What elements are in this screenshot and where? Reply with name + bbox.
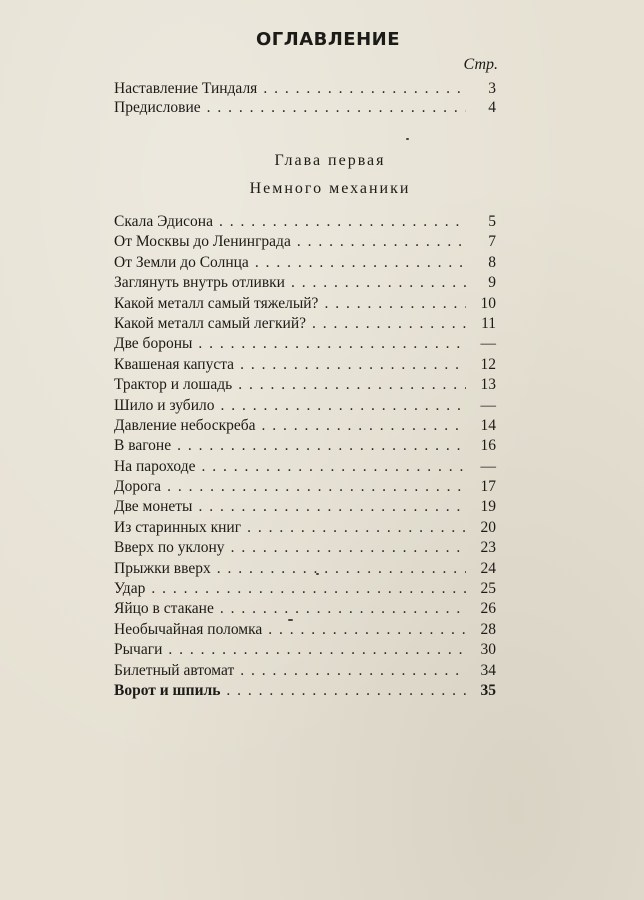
toc-entry-page: 3 (488, 80, 496, 97)
toc-entry-page: 25 (480, 580, 496, 598)
dot-leader (247, 519, 466, 537)
dot-leader (177, 437, 466, 455)
toc-entry-label: Две монеты (114, 498, 193, 516)
toc-entry (114, 274, 496, 294)
toc-entry (114, 99, 496, 118)
paper-speck (288, 619, 293, 621)
toc-entry (114, 458, 496, 478)
toc-entry-label: Рычаги (114, 641, 163, 659)
toc-entry (114, 376, 496, 396)
toc-entry-label: Скала Эдисона (114, 213, 213, 230)
toc-entry-page: 30 (480, 641, 496, 659)
toc-entry (114, 662, 496, 682)
toc-entry-page: 4 (488, 99, 496, 116)
toc-entry (114, 335, 496, 355)
dot-leader (240, 356, 466, 374)
dot-leader (291, 274, 466, 292)
toc-entry-label: На пароходе (114, 457, 196, 475)
dot-leader (226, 682, 466, 700)
toc-entry-page: 19 (480, 498, 496, 516)
toc-entry-page: 20 (480, 518, 496, 536)
toc-entry (114, 682, 496, 702)
toc-entry (114, 580, 496, 600)
toc-entry-page: 26 (480, 600, 496, 618)
toc-entry-label: Какой металл самый легкий? (114, 314, 307, 332)
toc-entry (114, 478, 496, 498)
toc-entry-label: Квашеная капуста (114, 355, 235, 373)
toc-entry (114, 213, 496, 233)
toc-entry-page: 7 (488, 233, 496, 251)
toc-entry-label: Ворот и шпиль (114, 681, 221, 699)
toc-entry-label: Наставление Тиндаля (114, 80, 258, 97)
toc-entry (114, 417, 496, 437)
toc-entry-label: От Земли до Солнца (114, 253, 249, 271)
toc-entry-label: Заглянуть внутрь отливки (114, 274, 285, 292)
toc-entry-page: 28 (480, 620, 496, 638)
dot-leader (168, 641, 466, 659)
toc-entry (114, 437, 496, 457)
dot-leader (240, 662, 466, 680)
dot-leader (255, 254, 466, 272)
dot-leader (220, 397, 466, 415)
dot-leader (263, 80, 466, 98)
toc-entry-page: 12 (480, 355, 496, 373)
toc-entry (114, 295, 496, 315)
page-title: ОГЛАВЛЕНИЕ (255, 29, 401, 50)
toc-entry (114, 519, 496, 539)
toc-entry-label: Предисловие (114, 99, 201, 116)
toc-entry-label: Две бороны (114, 335, 193, 353)
dot-leader (231, 539, 466, 557)
paper-speck (406, 138, 409, 140)
toc-entry-page: 8 (488, 253, 496, 271)
dot-leader (219, 213, 466, 231)
toc-entry (114, 621, 496, 641)
toc-entry-page: 34 (480, 661, 496, 679)
toc-entry-label: Из старинных книг (114, 518, 242, 536)
dot-leader (198, 498, 466, 516)
toc-entry (114, 560, 496, 580)
toc-entry-label: Вверх по уклону (114, 539, 225, 557)
dot-leader (238, 376, 466, 394)
dot-leader (198, 335, 466, 353)
toc-entry-page: 14 (480, 416, 496, 434)
toc-entry-page: 35 (480, 681, 496, 699)
chapter-title: Немного механики (249, 180, 411, 197)
toc-entry-page: 24 (480, 559, 496, 577)
toc-entry-label: Дорога (114, 478, 162, 496)
toc-entry-page: — (480, 396, 496, 414)
toc-entry (114, 641, 496, 661)
dot-leader (217, 560, 466, 578)
toc-entry-page: 10 (480, 294, 496, 312)
toc-entry-label: Удар (114, 580, 146, 598)
dot-leader (268, 621, 466, 639)
dot-leader (262, 417, 466, 435)
toc-entry (114, 356, 496, 376)
page-column-label: Стр. (463, 56, 498, 73)
toc-entry-label: Шило и зубило (114, 396, 215, 414)
toc-entry-label: В вагоне (114, 437, 172, 455)
toc-entry-page: 16 (480, 437, 496, 455)
toc-entry-label: Трактор и лошадь (114, 376, 233, 394)
toc-entry (114, 600, 496, 620)
toc-entry-label: Прыжки вверх (114, 559, 211, 577)
toc-entry-label: Яйцо в стакане (114, 600, 214, 618)
toc-entry-label: От Москвы до Ленинграда (114, 233, 291, 251)
toc-entry (114, 233, 496, 253)
dot-leader (167, 478, 466, 496)
toc-entry-page: 17 (480, 478, 496, 496)
toc-entry-label: Необычайная поломка (114, 620, 263, 638)
toc-entry-page: 9 (488, 274, 496, 292)
toc-entry (114, 397, 496, 417)
front-matter-list (114, 80, 496, 118)
toc-entry-page: 13 (480, 376, 496, 394)
toc-entry (114, 315, 496, 335)
paper-speck (316, 573, 319, 575)
dot-leader (201, 458, 466, 476)
toc-entry-label: Давление небоскреба (114, 416, 256, 434)
toc-entry (114, 80, 496, 99)
toc-entry-label: Какой металл самый тяжелый? (114, 294, 319, 312)
dot-leader (220, 600, 466, 618)
toc-entry-label: Билетный автомат (114, 661, 235, 679)
toc-entry-page: — (480, 335, 496, 353)
toc-entry-page: 5 (488, 213, 496, 230)
dot-leader (151, 580, 466, 598)
chapter-number: Глава первая (274, 152, 386, 169)
toc-entry (114, 498, 496, 518)
toc-entry-page: 11 (481, 314, 496, 332)
toc-entry (114, 254, 496, 274)
chapter-contents-list (114, 213, 496, 702)
dot-leader (297, 233, 466, 251)
toc-entry-page: 23 (480, 539, 496, 557)
dot-leader (312, 315, 466, 333)
dot-leader (324, 295, 466, 313)
toc-entry-page: — (480, 457, 496, 475)
toc-entry (114, 539, 496, 559)
dot-leader (207, 99, 466, 117)
